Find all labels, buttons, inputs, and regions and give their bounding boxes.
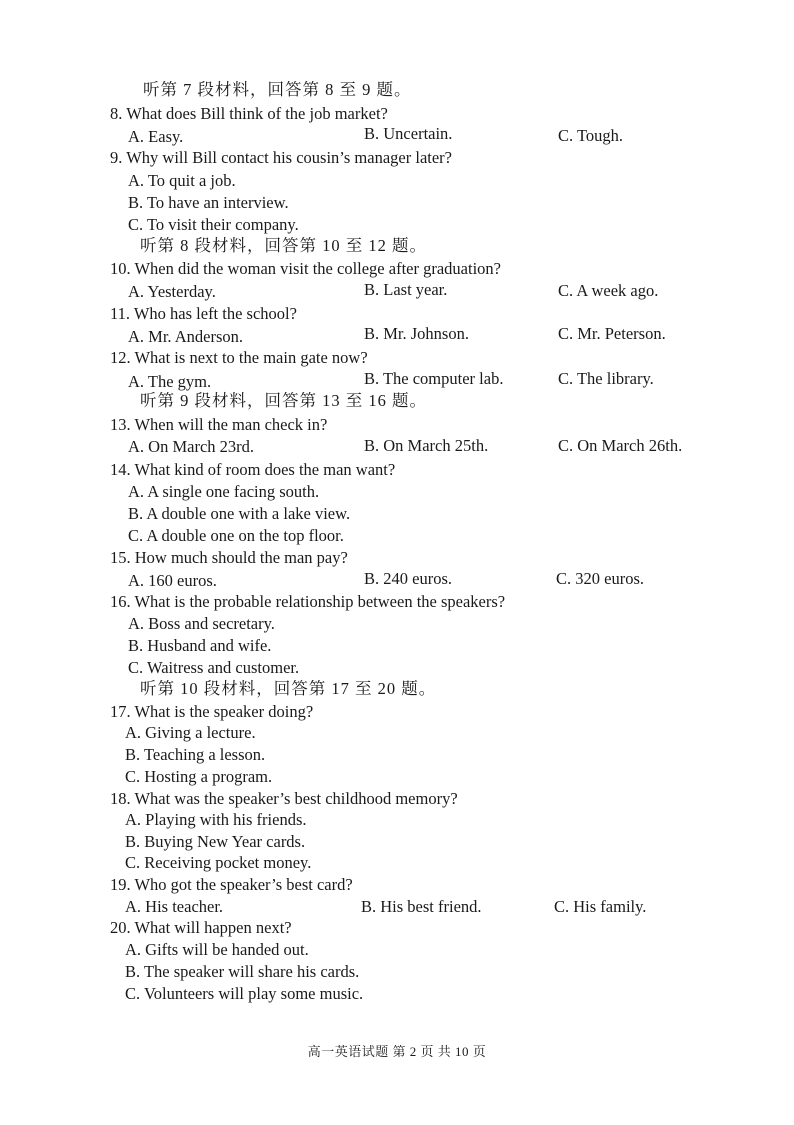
question-16-option-b: B. Husband and wife. [128,636,272,655]
question-15-option-b: B. 240 euros. [364,569,452,588]
question-16-stem: 16. What is the probable relationship between the speakers? [110,592,506,611]
question-18-option-b: B. Buying New Year cards. [125,832,306,851]
question-18-stem: 18. What was the speaker’s best childhood memory? [110,789,458,808]
question-15-option-c: C. 320 euros. [556,569,644,588]
question-9-option-c: C. To visit their company. [128,215,299,234]
question-9-option-b: B. To have an interview. [128,193,289,212]
question-20-option-c: C. Volunteers will play some music. [125,984,364,1003]
page-footer: 高一英语试题 第 2 页 共 10 页 [307,1044,487,1059]
question-12-stem: 12. What is next to the main gate now? [110,348,368,367]
question-9-stem: 9. Why will Bill contact his cousin’s manager later? [110,148,452,167]
question-13-stem: 13. When will the man check in? [110,415,328,434]
question-11-option-c: C. Mr. Peterson. [558,324,666,343]
question-8-option-a: A. Easy. [128,127,184,146]
question-11-option-b: B. Mr. Johnson. [364,324,469,343]
question-19-option-b: B. His best friend. [361,897,482,916]
question-17-option-a: A. Giving a lecture. [125,723,256,742]
question-8-option-c: C. Tough. [558,126,624,145]
question-9-option-a: A. To quit a job. [128,171,236,190]
question-11-stem: 11. Who has left the school? [110,304,297,323]
question-19-stem: 19. Who got the speaker’s best card? [110,875,353,894]
question-12-option-c: C. The library. [558,369,654,388]
question-10-option-c: C. A week ago. [558,281,659,300]
question-16-option-c: C. Waitress and customer. [128,658,300,677]
question-13-option-b: B. On March 25th. [364,436,489,455]
question-13-option-a: A. On March 23rd. [128,437,255,456]
question-18-option-c: C. Receiving pocket money. [125,853,312,872]
question-19-option-c: C. His family. [554,897,647,916]
question-17-stem: 17. What is the speaker doing? [110,702,314,721]
question-19-option-a: A. His teacher. [125,897,224,916]
question-15-option-a: A. 160 euros. [128,571,217,590]
section-heading-9: 听第 9 段材料，回答第 13 至 16 题。 [140,391,427,410]
question-8-option-b: B. Uncertain. [364,124,453,143]
question-18-option-a: A. Playing with his friends. [125,810,307,829]
question-14-stem: 14. What kind of room does the man want? [110,460,396,479]
question-12-option-a: A. The gym. [128,372,212,391]
section-heading-8: 听第 8 段材料，回答第 10 至 12 题。 [140,236,427,255]
question-20-option-b: B. The speaker will share his cards. [125,962,360,981]
question-13-option-c: C. On March 26th. [558,436,683,455]
question-10-option-b: B. Last year. [364,280,448,299]
question-14-option-b: B. A double one with a lake view. [128,504,351,523]
question-14-option-c: C. A double one on the top floor. [128,526,344,545]
question-17-option-c: C. Hosting a program. [125,767,273,786]
section-heading-7: 听第 7 段材料，回答第 8 至 9 题。 [143,80,412,99]
section-heading-10: 听第 10 段材料，回答第 17 至 20 题。 [140,679,437,698]
question-14-option-a: A. A single one facing south. [128,482,320,501]
question-8-stem: 8. What does Bill think of the job market? [110,104,388,123]
question-20-stem: 20. What will happen next? [110,918,292,937]
question-10-stem: 10. When did the woman visit the college after graduation? [110,259,501,278]
question-12-option-b: B. The computer lab. [364,369,504,388]
question-17-option-b: B. Teaching a lesson. [125,745,266,764]
question-20-option-a: A. Gifts will be handed out. [125,940,309,959]
question-16-option-a: A. Boss and secretary. [128,614,275,633]
question-11-option-a: A. Mr. Anderson. [128,327,244,346]
question-15-stem: 15. How much should the man pay? [110,548,348,567]
question-10-option-a: A. Yesterday. [128,282,216,301]
